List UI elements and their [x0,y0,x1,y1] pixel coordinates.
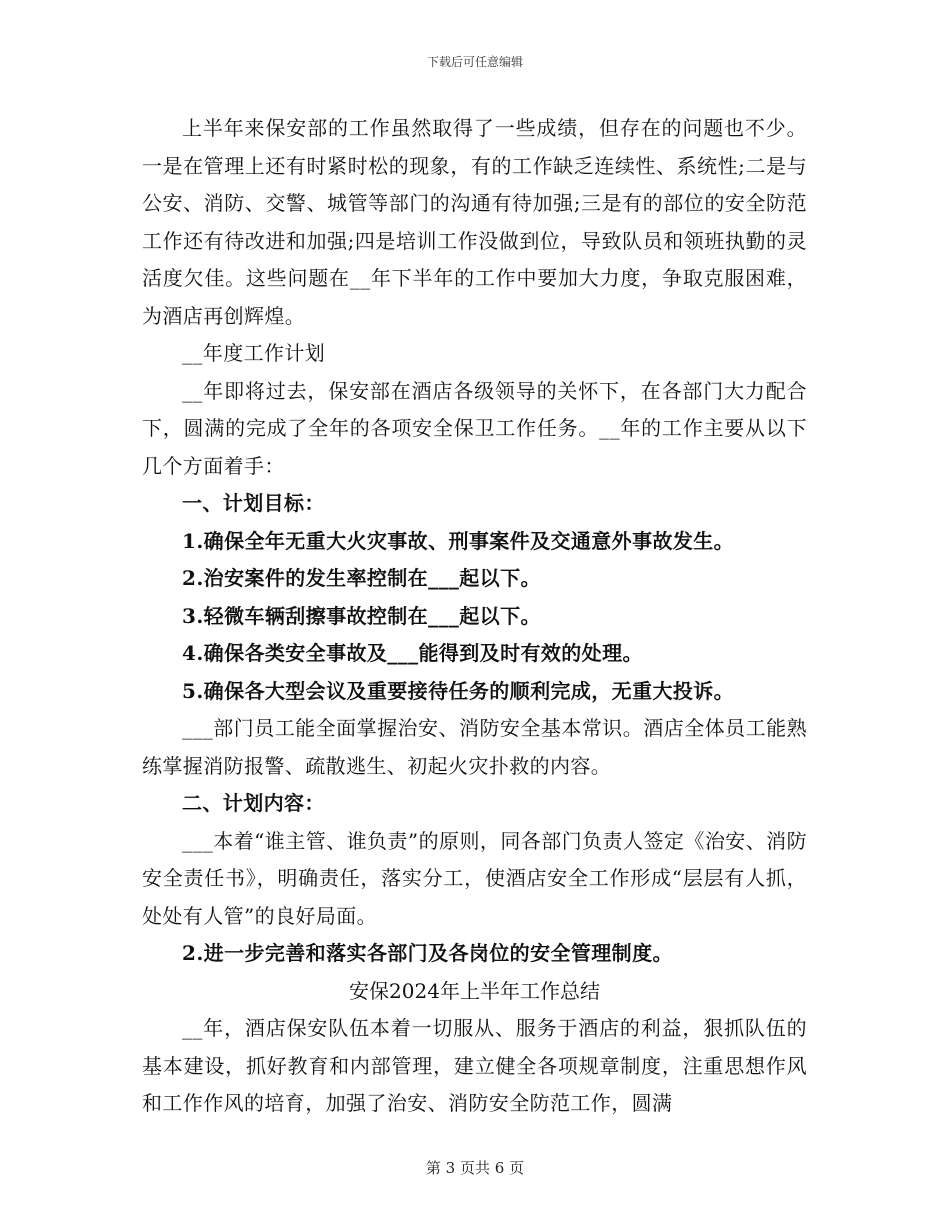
goal-item-4: 4.确保各类安全事故及___能得到及时有效的处理。 [182,641,643,665]
content-item-2: 2.进一步完善和落实各部门及各岗位的安全管理制度。 [182,941,673,965]
paragraph-problems: 上半年来保安部的工作虽然取得了一些成绩，但存在的问题也不少。一是在管理上还有时紧时松的现象，有的工作缺乏连续性、系统性;二是与公安、消防、交警、城管等部门的沟通有待加强;三是有的部位的安全防范工作还有待改进和加强;四是培训工作没做到位，导致队员和领班执勤的灵活度欠佳。这些问题在__年下半年的工作中要加大力度，争取克服困难，为酒店再创辉煌。 [142,116,807,328]
section-heading-content: 二、计划内容： [182,791,325,815]
paragraph-summary-intro: __年，酒店保安队伍本着一切服从、服务于酒店的利益，狠抓队伍的基本建设，抓好教育和内部管理，建立健全各项规章制度，注重思想作风和工作作风的培育，加强了治安、消防安全防范工作，圆满 [142,1016,807,1115]
page-footer: 第 3 页共 6 页 [425,1159,525,1177]
paragraph-plan-heading: __年度工作计划 [182,341,326,365]
section-heading-goals: 一、计划目标： [182,491,325,515]
goal-item-3: 3.轻微车辆刮擦事故控制在___起以下。 [182,603,541,628]
goal-item-5: 5.确保各大型会议及重要接待任务的顺利完成，无重大投诉。 [182,678,735,703]
paragraph-plan-intro: __年即将过去，保安部在酒店各级领导的关怀下，在各部门大力配合下，圆满的完成了全年的各项安全保卫工作任务。__年的工作主要从以下几个方面着手： [142,378,807,478]
goal-item-1: 1.确保全年无重大火灾事故、刑事案件及交通意外事故发生。 [182,528,735,553]
paragraph-responsibility: ___本着“谁主管、谁负责”的原则，同各部门负责人签定《治安、消防安全责任书》，明确责任，落实分工，使酒店安全工作形成“层层有人抓，处处有人管”的良好局面。 [142,828,807,928]
document-body [142,110,807,1123]
page-header: 下载后可任意编辑 [426,55,523,69]
document-title: 安保2024年上半年工作总结 [349,978,600,1003]
goal-item-2: 2.治安案件的发生率控制在___起以下。 [182,566,541,590]
paragraph-staff-training: ___部门员工能全面掌握治安、消防安全基本常识。酒店全体员工能熟练掌握消防报警、疏散逃生、初起火灾扑救的内容。 [142,716,807,778]
